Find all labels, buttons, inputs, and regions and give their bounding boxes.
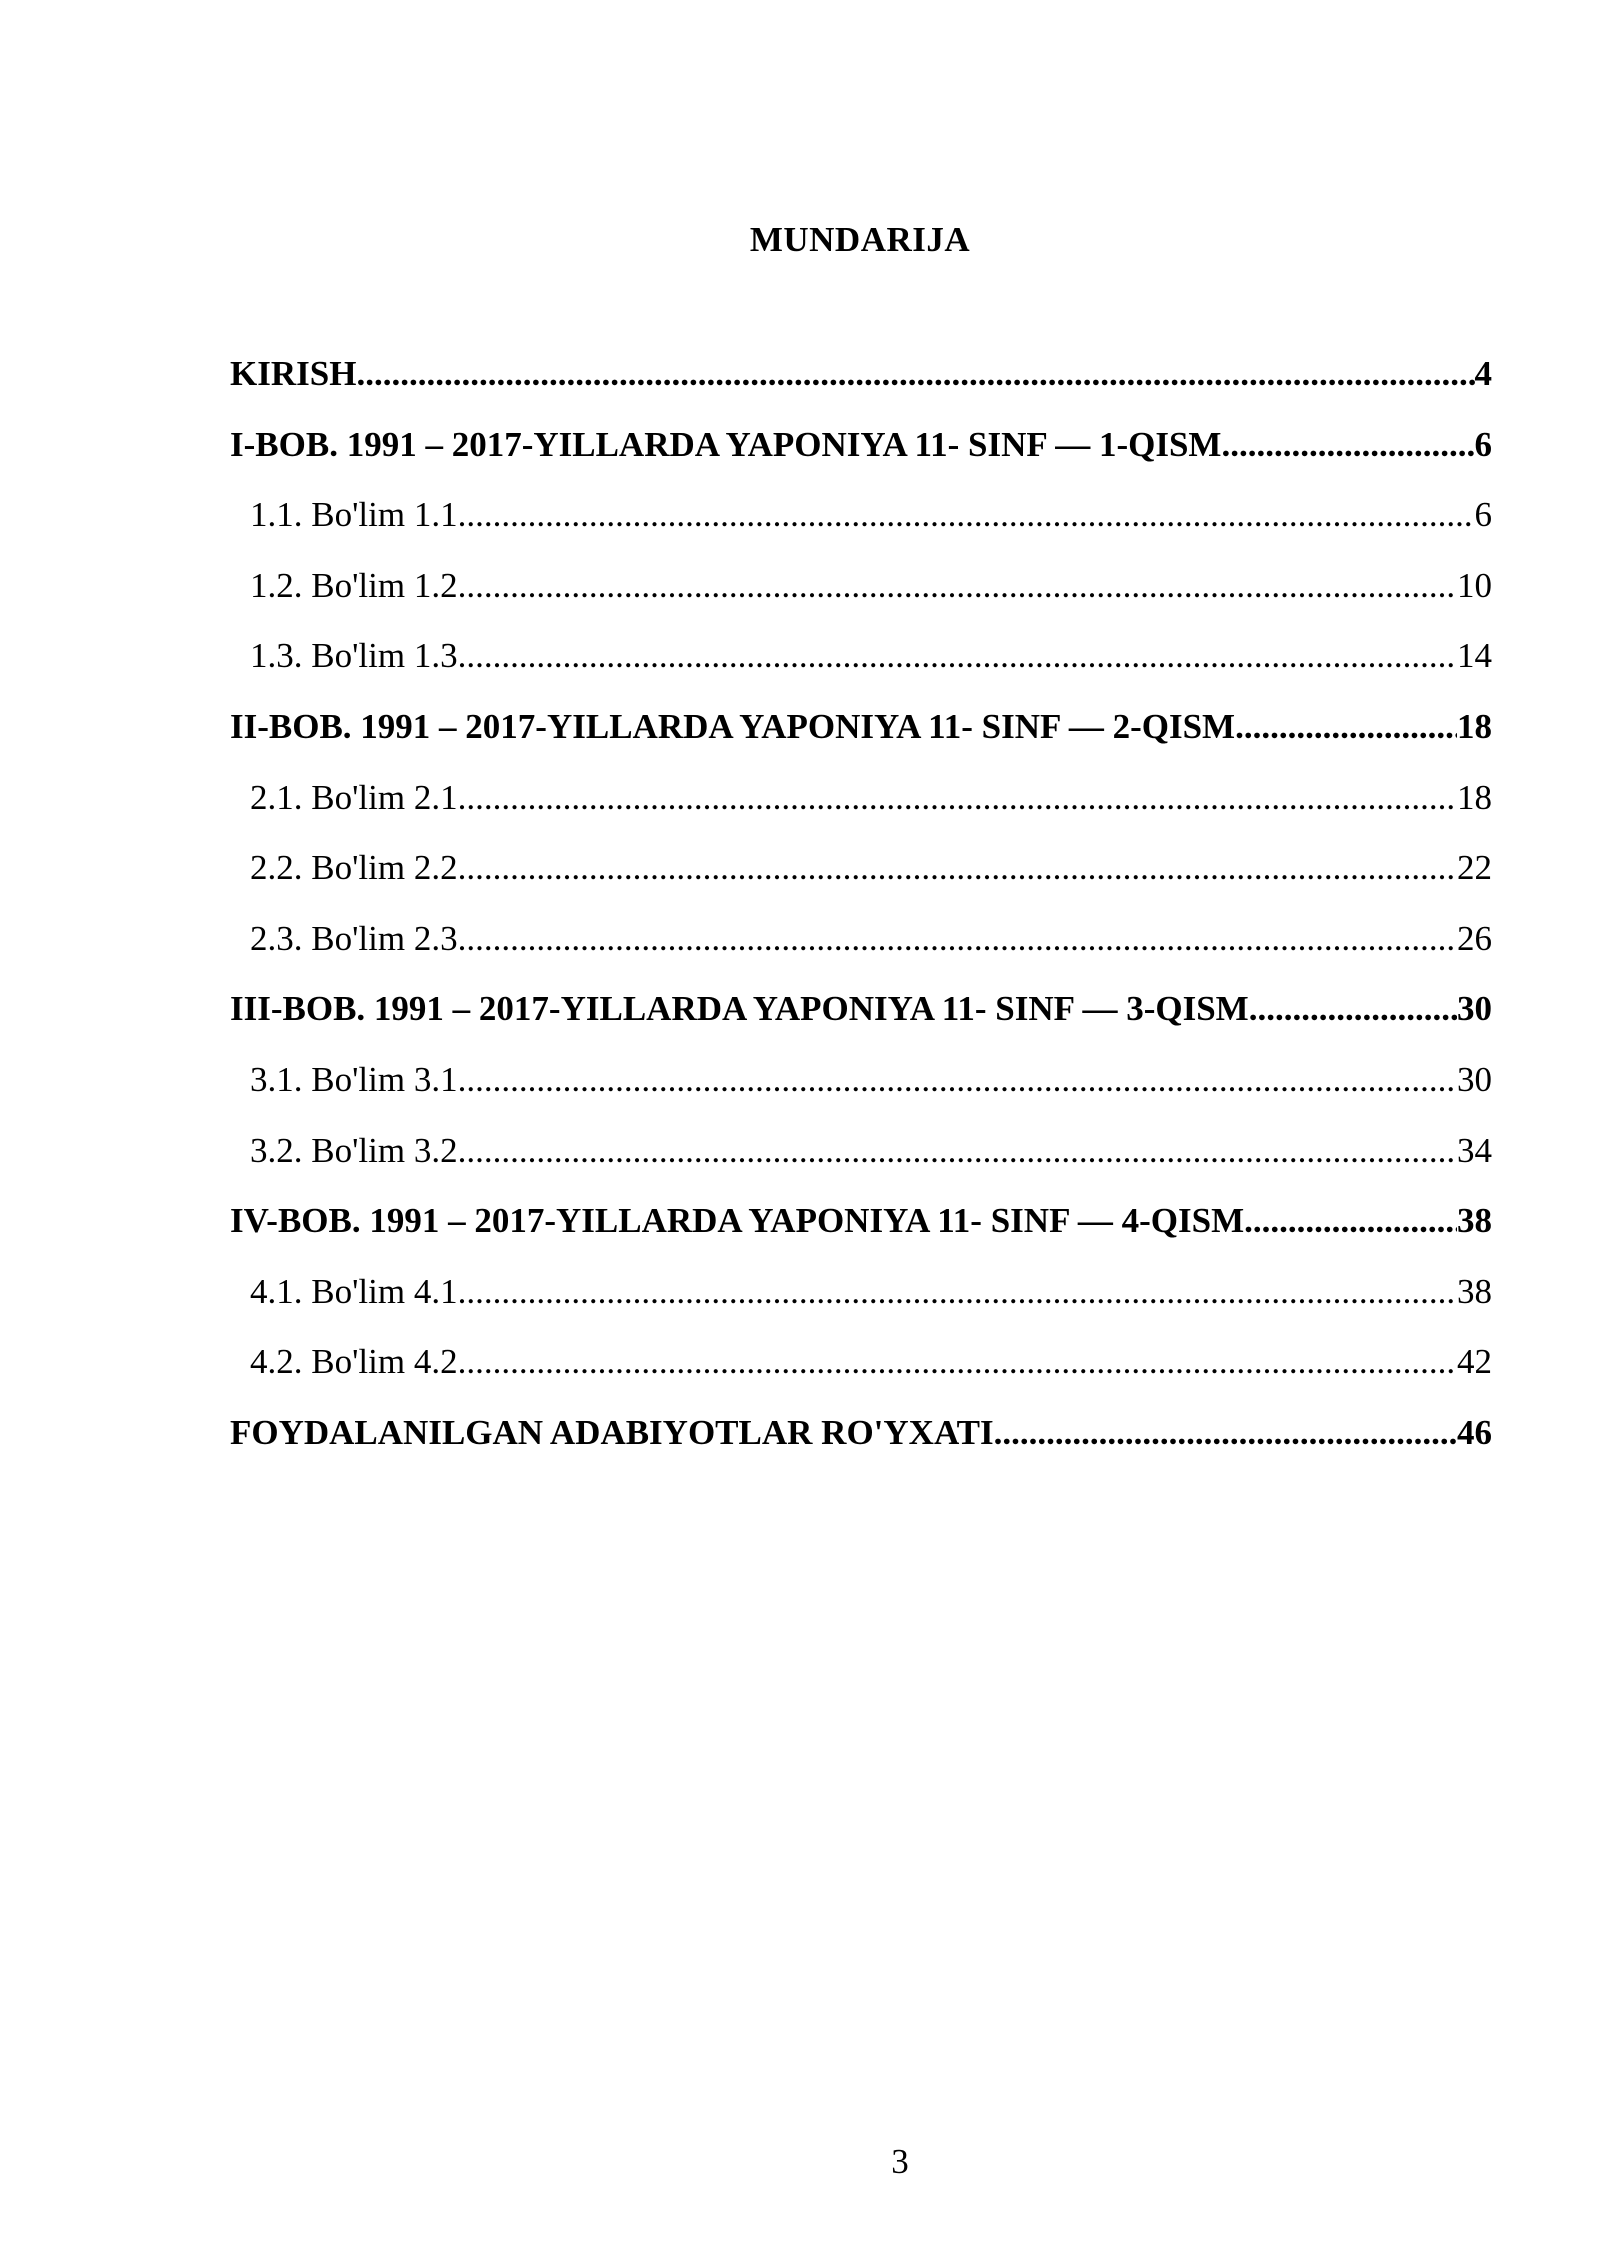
toc-entry-page: 10 <box>1457 565 1492 605</box>
toc-entry-title: 1.1. Bo'lim 1.1 <box>250 495 458 535</box>
toc-entry-title: III-BOB. 1991 – 2017-YILLARDA YAPONIYA 11- SINF — 3-QISM <box>230 989 1249 1029</box>
page-title: MUNDARIJA <box>749 220 971 259</box>
toc-entry-bibliography[interactable] <box>230 1409 1492 1480</box>
toc-entry-page: 46 <box>1457 1412 1492 1452</box>
toc-dot-leader <box>458 844 1457 892</box>
toc-entry-section-4-1[interactable] <box>230 1268 1492 1339</box>
toc-entry-section-1-1[interactable] <box>230 491 1492 562</box>
toc-dot-leader <box>1244 1197 1457 1245</box>
toc-dot-leader <box>356 350 1474 398</box>
toc-dot-leader <box>458 562 1457 610</box>
toc-entry-page: 18 <box>1457 706 1492 746</box>
toc-entry-chapter-3[interactable] <box>230 985 1492 1056</box>
toc-entry-section-4-2[interactable] <box>230 1338 1492 1409</box>
toc-entry-title: II-BOB. 1991 – 2017-YILLARDA YAPONIYA 11- SINF — 2-QISM <box>230 706 1236 746</box>
toc-dot-leader <box>458 1056 1457 1104</box>
toc-entry-page: 6 <box>1474 424 1492 464</box>
toc-entry-chapter-1[interactable] <box>230 421 1492 492</box>
toc-entry-title: 3.2. Bo'lim 3.2 <box>250 1130 458 1170</box>
toc-entry-title: KIRISH <box>230 354 357 393</box>
toc-entry-page: 14 <box>1457 636 1492 676</box>
toc-dot-leader <box>458 1127 1457 1175</box>
toc-entry-title: 4.1. Bo'lim 4.1 <box>250 1271 458 1311</box>
toc-dot-leader <box>1235 703 1457 751</box>
toc-entry-section-2-3[interactable] <box>230 915 1492 986</box>
toc-entry-page: 30 <box>1457 1059 1492 1099</box>
toc-entry-page: 30 <box>1457 989 1492 1029</box>
toc-entry-section-1-2[interactable] <box>230 562 1492 633</box>
toc-entry-title: 3.1. Bo'lim 3.1 <box>250 1059 458 1099</box>
table-of-contents <box>230 350 1492 1480</box>
toc-entry-section-1-3[interactable] <box>230 632 1492 703</box>
toc-entry-title: 2.2. Bo'lim 2.2 <box>250 848 458 888</box>
toc-entry-page: 22 <box>1457 848 1492 888</box>
toc-entry-introduction[interactable] <box>230 350 1492 421</box>
toc-dot-leader <box>458 915 1457 963</box>
toc-entry-section-2-2[interactable] <box>230 844 1492 915</box>
toc-dot-leader <box>1249 985 1457 1033</box>
toc-dot-leader <box>458 1338 1457 1386</box>
toc-dot-leader <box>458 1268 1457 1316</box>
toc-entry-page: 6 <box>1474 495 1492 535</box>
toc-entry-title: 2.3. Bo'lim 2.3 <box>250 918 458 958</box>
toc-entry-page: 26 <box>1457 918 1492 958</box>
toc-entry-title: 4.2. Bo'lim 4.2 <box>250 1342 458 1382</box>
toc-entry-title: 2.1. Bo'lim 2.1 <box>250 777 458 817</box>
toc-dot-leader <box>458 632 1457 680</box>
toc-dot-leader <box>1221 421 1474 469</box>
toc-entry-chapter-2[interactable] <box>230 703 1492 774</box>
toc-entry-page: 42 <box>1457 1342 1492 1382</box>
toc-entry-title: 1.3. Bo'lim 1.3 <box>250 636 458 676</box>
toc-entry-page: 4 <box>1474 354 1492 393</box>
toc-entry-section-3-1[interactable] <box>230 1056 1492 1127</box>
toc-entry-chapter-4[interactable] <box>230 1197 1492 1268</box>
toc-entry-section-3-2[interactable] <box>230 1127 1492 1198</box>
toc-entry-title: I-BOB. 1991 – 2017-YILLARDA YAPONIYA 11- SINF — 1-QISM <box>230 424 1222 464</box>
toc-entry-page: 38 <box>1457 1201 1492 1241</box>
toc-entry-title: IV-BOB. 1991 – 2017-YILLARDA YAPONIYA 11- SINF — 4-QISM <box>230 1201 1245 1241</box>
toc-dot-leader <box>994 1409 1457 1457</box>
toc-dot-leader <box>458 774 1457 822</box>
toc-entry-page: 38 <box>1457 1271 1492 1311</box>
toc-entry-page: 34 <box>1457 1130 1492 1170</box>
toc-entry-page: 18 <box>1457 777 1492 817</box>
toc-entry-section-2-1[interactable] <box>230 774 1492 845</box>
page-number: 3 <box>891 2142 909 2181</box>
toc-dot-leader <box>458 491 1475 539</box>
toc-entry-title: FOYDALANILGAN ADABIYOTLAR RO'YXATI <box>230 1412 994 1452</box>
toc-entry-title: 1.2. Bo'lim 1.2 <box>250 565 458 605</box>
